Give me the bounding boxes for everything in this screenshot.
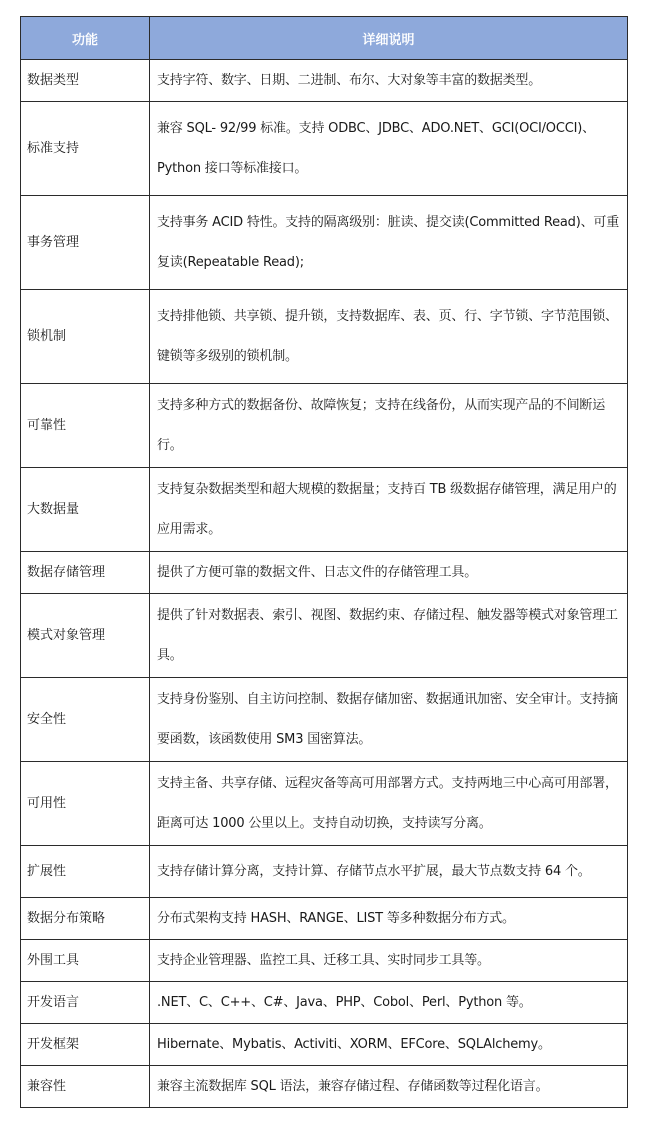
table-header xyxy=(21,17,628,60)
table-row xyxy=(21,552,628,594)
table-row xyxy=(21,898,628,940)
feature-description: 提供了针对数据表、索引、视图、数据约束、存储过程、触发器等模式对象管理工具。 xyxy=(150,594,628,678)
feature-name: 数据类型 xyxy=(21,60,150,102)
feature-description: 兼容 SQL- 92/99 标准。支持 ODBC、JDBC、ADO.NET、GCI(OCI/OCCI)、Python 接口等标准接口。 xyxy=(150,102,628,196)
table-row xyxy=(21,1066,628,1108)
feature-name: 外围工具 xyxy=(21,940,150,982)
feature-name: 数据存储管理 xyxy=(21,552,150,594)
feature-description: 支持复杂数据类型和超大规模的数据量；支持百 TB 级数据存储管理，满足用户的应用需求。 xyxy=(150,468,628,552)
feature-table xyxy=(20,16,628,1108)
table-row xyxy=(21,762,628,846)
feature-description: 支持主备、共享存储、远程灾备等高可用部署方式。支持两地三中心高可用部署，距离可达 1000 公里以上。支持自动切换，支持读写分离。 xyxy=(150,762,628,846)
feature-description: 支持字符、数字、日期、二进制、布尔、大对象等丰富的数据类型。 xyxy=(150,60,628,102)
feature-description: 支持企业管理器、监控工具、迁移工具、实时同步工具等。 xyxy=(150,940,628,982)
feature-description: .NET、C、C++、C#、Java、PHP、Cobol、Perl、Python 等。 xyxy=(150,982,628,1024)
table-row xyxy=(21,468,628,552)
table-row xyxy=(21,982,628,1024)
feature-description: Hibernate、Mybatis、Activiti、XORM、EFCore、SQLAlchemy。 xyxy=(150,1024,628,1066)
table-row xyxy=(21,196,628,290)
feature-name: 安全性 xyxy=(21,678,150,762)
feature-description: 提供了方便可靠的数据文件、日志文件的存储管理工具。 xyxy=(150,552,628,594)
feature-description: 支持身份鉴别、自主访问控制、数据存储加密、数据通讯加密、安全审计。支持摘要函数，该函数使用 SM3 国密算法。 xyxy=(150,678,628,762)
table-row xyxy=(21,1024,628,1066)
table-row xyxy=(21,594,628,678)
table-row xyxy=(21,102,628,196)
table-row xyxy=(21,384,628,468)
feature-name: 开发框架 xyxy=(21,1024,150,1066)
feature-name: 开发语言 xyxy=(21,982,150,1024)
feature-description: 支持事务 ACID 特性。支持的隔离级别：脏读、提交读(Committed Read)、可重复读(Repeatable Read); xyxy=(150,196,628,290)
feature-name: 事务管理 xyxy=(21,196,150,290)
feature-description: 支持多种方式的数据备份、故障恢复；支持在线备份，从而实现产品的不间断运行。 xyxy=(150,384,628,468)
header-row xyxy=(21,17,628,60)
table-row xyxy=(21,940,628,982)
feature-description: 分布式架构支持 HASH、RANGE、LIST 等多种数据分布方式。 xyxy=(150,898,628,940)
feature-name: 数据分布策略 xyxy=(21,898,150,940)
table-body xyxy=(21,60,628,1108)
feature-name: 扩展性 xyxy=(21,846,150,898)
feature-description: 支持存储计算分离，支持计算、存储节点水平扩展，最大节点数支持 64 个。 xyxy=(150,846,628,898)
header-feature: 功能 xyxy=(21,17,150,60)
feature-description: 支持排他锁、共享锁、提升锁，支持数据库、表、页、行、字节锁、字节范围锁、键锁等多级别的锁机制。 xyxy=(150,290,628,384)
feature-name: 标准支持 xyxy=(21,102,150,196)
header-description: 详细说明 xyxy=(150,17,628,60)
feature-name: 可用性 xyxy=(21,762,150,846)
feature-name: 锁机制 xyxy=(21,290,150,384)
table-row xyxy=(21,678,628,762)
feature-name: 兼容性 xyxy=(21,1066,150,1108)
table-row xyxy=(21,846,628,898)
table-row xyxy=(21,290,628,384)
feature-description: 兼容主流数据库 SQL 语法，兼容存储过程、存储函数等过程化语言。 xyxy=(150,1066,628,1108)
feature-name: 模式对象管理 xyxy=(21,594,150,678)
feature-name: 可靠性 xyxy=(21,384,150,468)
table-row xyxy=(21,60,628,102)
feature-name: 大数据量 xyxy=(21,468,150,552)
